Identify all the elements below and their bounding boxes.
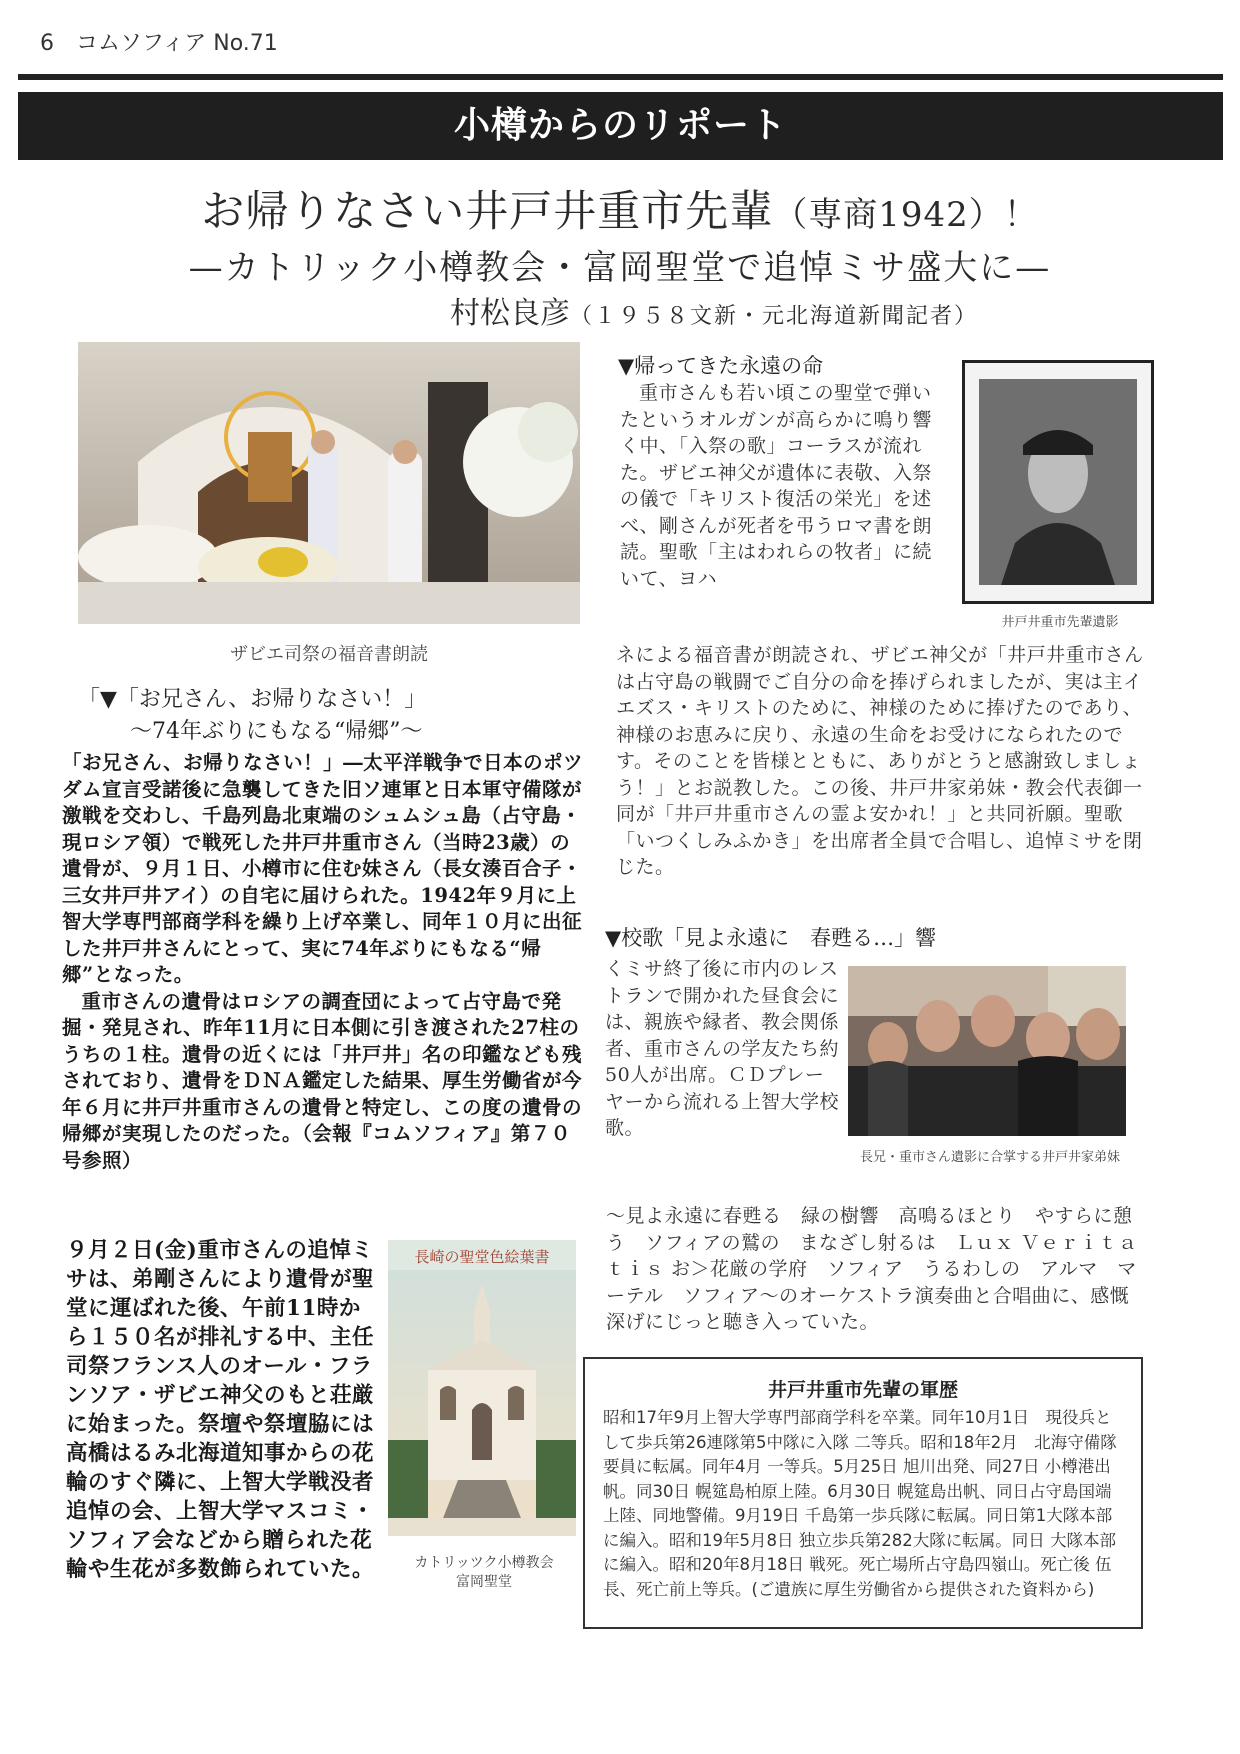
page-header: 6 コムソフィア No.71	[40, 31, 278, 56]
section1-body	[62, 750, 587, 1174]
section2-para-top: 重市さんも若い頃この聖堂で弾いたというオルガンが高らかに鳴り響く中、「入祭の歌」コーラスが流れた。ザビエ神父が遺体に表敬、入祭の儀で「キリスト復活の栄光」を述べ、剛さんが死者を弔うロマ書を朗読。聖歌「主はわれらの牧者」に続いて、ヨハ	[620, 382, 933, 590]
title-main: お帰りなさい井戸井重市先輩	[201, 187, 774, 237]
banner-title: 小樽からのリポート	[453, 105, 787, 146]
military-record-title: 井戸井重市先輩の軍歴	[767, 1379, 958, 1401]
prayer-photo	[848, 966, 1126, 1136]
prayer-caption: 長兄・重市さん遺影に合掌する井戸井家弟妹	[859, 1150, 1120, 1165]
section-banner	[18, 92, 1223, 160]
military-record-box	[583, 1357, 1143, 1629]
section2-heading: ▼帰ってきた永遠の命	[618, 354, 824, 378]
section2-para-cont: ネによる福音書が朗読され、ザビエ神父が「井戸井重市さんは占守島の戦闘でご自分の命を捧げられましたが、実は主イエズス・キリストのために、神様のために捧げたのであり、神様のお恵みに戻り、永遠の生命をお受けになられたのです。そのことを皆様とともに、ありがとうと感謝致しましょう！」とお説教した。この後、井戸井家弟妹・教会代表御一同が「井戸井重市さんの霊よ安かれ！」と共同祈願。聖歌「いつくしみふかき」を出席者全員で合唱し、追悼ミサを閉じた。	[616, 644, 1144, 878]
church-caption: カトリッツク小樽教会 富岡聖堂	[414, 1555, 554, 1590]
portrait-photo	[962, 360, 1154, 604]
portrait-caption: 井戸井重市先輩遺影	[1001, 615, 1119, 630]
postcard-title: 長崎の聖堂色絵葉書	[414, 1248, 550, 1266]
section3-heading-tail: く	[605, 958, 625, 980]
section1-heading-line1: 「▼「お兄さん、お帰りなさい！」	[78, 687, 427, 712]
section3-body-bottom	[606, 1203, 1142, 1336]
section1-heading-line2: ～74年ぶりにもなる“帰郷”～	[130, 719, 423, 744]
section3-para-bottom: 〜見よ永遠に春甦る 緑の樹響 高鳴るほとり やすらに憩う ソフィアの鷲の まなざし射るは Ｌｕｘ Ｖｅｒｉｔａｔｉｓ お＞花厳の学府 ソフィア うるわしの アルマ マーテル ソフィア〜のオーケストラ演奏曲と合唱曲に、感慨深げにじっと聴き入っていた。	[606, 1205, 1138, 1333]
section4-body	[66, 1236, 378, 1584]
header-rule	[18, 74, 1223, 80]
military-record-text: 昭和17年9月上智大学専門部商学科を卒業。同年10月1日 現役兵として歩兵第26連隊第5中隊に入隊 二等兵。昭和18年2月 北海守備隊要員に転属。同年4月 一等兵。5月25日 旭川出発、同27日 小樽港出帆。同30日 幌筵島柏原上陸。6月30日 幌筵島出帆、同日占守島国端上陸、同地警備。9月19日 千島第一歩兵隊に転属。同日第1大隊本部に編入。昭和19年5月8日 独立歩兵第282大隊に転属。同日 大隊本部に編入。昭和20年8月18日 戦死。死亡場所占守島四嶺山。死亡後 伍長、死亡前上等兵。(ご遺族に厚生労働省から提供された資料から)	[603, 1408, 1117, 1599]
article-subtitle: —カトリック小樽教会・富岡聖堂で追悼ミサ盛大に—	[188, 248, 1052, 288]
section3-heading: ▼校歌「見よ永遠に 春甦る…」響	[605, 926, 937, 950]
section3-para-side: ミサ終了後に市内のレストランで開かれた昼食会には、親族や縁者、教会関係者、重市さんの学友たち約50人が出席。ＣＤプレーヤーから流れる上智大学校歌。	[605, 958, 840, 1139]
section2-body-top	[620, 380, 940, 592]
mass-photo	[78, 342, 580, 624]
section2-body-cont	[616, 642, 1148, 881]
author-line	[450, 288, 978, 332]
section4-para: ９月２日(金)重市さんの追悼ミサは、弟剛さんにより遺骨が聖堂に運ばれた後、午前11時から１５０名が排礼する中、主任司祭フランス人のオール・フランソア・ザビエ神父のもと荘厳に始まった。祭壇や祭壇脇には高橋はるみ北海道知事からの花輪のすぐ隣に、上智大学戦没者追悼の会、上智大学マスコミ・ソフィア会などから贈られた花輪や生花が多数飾られていた。	[66, 1238, 375, 1582]
section1-para2: 重市さんの遺骨はロシアの調査団によって占守島で発掘・発見され、昨年11月に日本側に引き渡された27柱のうちの１柱。遺骨の近くには「井戸井」名の印鑑なども残されており、遺骨をＤＮＡ鑑定した結果、厚生労働省が今年６月に井戸井重市さんの遺骨と特定し、この度の遺骨の帰郷が実現したのだった。（会報『コムソフィア』第７０号参照）	[62, 989, 583, 1172]
title-sub: （専商1942）！	[773, 195, 1039, 235]
author-name: 村松良彦	[450, 296, 570, 331]
author-affiliation: （１９５８文新・元北海道新聞記者）	[570, 304, 979, 329]
section3-body-side	[605, 956, 841, 1142]
section1-para1: 「お兄さん、お帰りなさい！」―太平洋戦争で日本のポツダム宣言受諾後に急襲してきた旧ソ連軍と日本軍守備隊が激戦を交わし、千島列島北東端のシュムシュ島（占守島・現ロシア領）で戦死した井戸井重市さん（当時23歳）の遺骨が、９月１日、小樽市に住む妹さん（長女湊百合子・三女井戸井アイ）の自宅に届けられた。1942年９月に上智大学専門部商学科を繰り上げ卒業し、同年１０月に出征した井戸井さんにとって、実に74年ぶりにもなる“帰郷”となった。	[62, 751, 584, 986]
church-postcard	[388, 1240, 576, 1536]
mass-photo-caption: ザビエ司祭の福音書朗読	[230, 644, 428, 665]
article-title	[0, 178, 1240, 239]
